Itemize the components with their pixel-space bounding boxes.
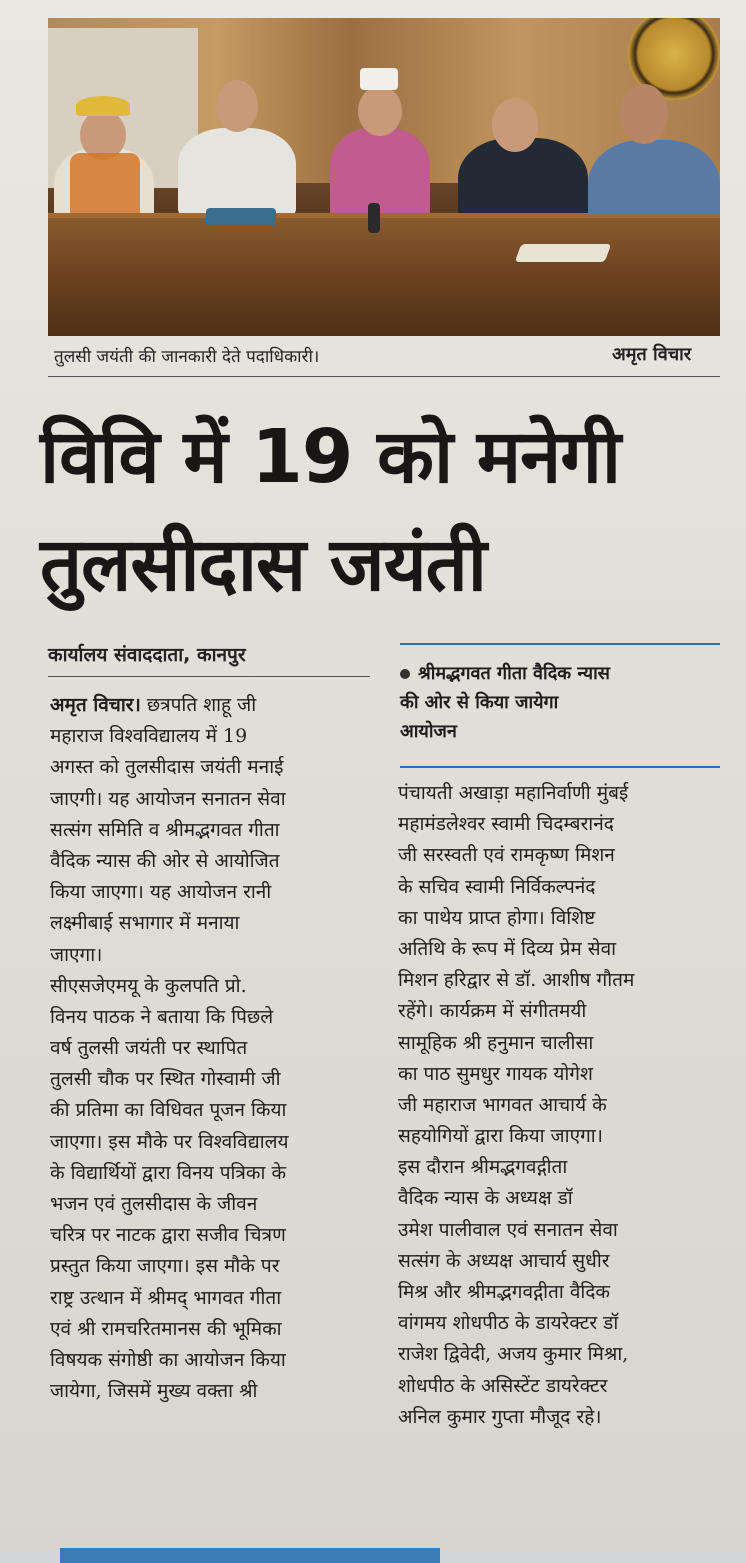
photo-caption: तुलसी जयंती की जानकारी देते पदाधिकारी।: [54, 347, 320, 367]
article-line: मिश्र और श्रीमद्भगवद्गीता वैदिक: [398, 1281, 611, 1303]
name-plate: [206, 208, 276, 226]
subhead-top-rule: [400, 643, 720, 645]
article-lead: अमृत विचार।: [50, 694, 141, 716]
bottom-color-bar: [60, 1548, 440, 1563]
article-line: सहयोगियों द्वारा किया जाएगा।: [398, 1125, 603, 1148]
person-2: [178, 128, 296, 218]
article-line-text: छत्रपति शाहू जी: [140, 694, 257, 716]
microphone-stand: [368, 203, 380, 233]
headline-line-2: तुलसीदास जयंती: [40, 522, 486, 608]
article-line: राजेश द्विवेदी, अजय कुमार मिश्रा,: [398, 1343, 629, 1366]
article-line: किया जाएगा। यह आयोजन रानी: [50, 881, 272, 904]
article-line: वैदिक न्यास की ओर से आयोजित: [50, 849, 280, 872]
article-line: अगस्त को तुलसीदास जयंती मनाई: [50, 756, 284, 779]
article-line: सत्संग समिति व श्रीमद्भगवत गीता: [50, 818, 280, 841]
person-3-cap: [360, 68, 398, 90]
article-line: [50, 690, 374, 721]
article-line: पंचायती अखाड़ा महानिर्वाणी मुंबई: [398, 782, 629, 804]
news-photo: [48, 18, 720, 336]
article-line: जाएगा। इस मौके पर विश्वविद्यालय: [50, 1130, 289, 1153]
article-line: प्रस्तुत किया जाएगा। इस मौके पर: [50, 1255, 280, 1278]
person-2-head: [216, 80, 258, 132]
person-1-turban: [76, 96, 130, 116]
article-line: सीएसजेएमयू के कुलपति प्रो.: [50, 974, 247, 997]
article-line: तुलसी चौक पर स्थित गोस्वामी जी: [50, 1068, 281, 1091]
person-3-head: [358, 86, 402, 136]
article-line: जाएगी। यह आयोजन सनातन सेवा: [50, 787, 286, 810]
article-line: जायेगा, जिसमें मुख्य वक्ता श्री: [50, 1380, 258, 1403]
papers: [515, 244, 612, 262]
person-4-head: [492, 98, 538, 152]
article-line: शोधपीठ के असिस्टेंट डायरेक्टर: [398, 1374, 608, 1397]
article-line: जाएगा।: [50, 943, 103, 966]
article-line: अतिथि के रूप में दिव्य प्रेम सेवा: [398, 937, 617, 960]
article-line: का पाथेय प्राप्त होगा। विशिष्ट: [398, 906, 596, 929]
article-line: जी सरस्वती एवं रामकृष्ण मिशन: [398, 844, 615, 867]
article-line: सामूहिक श्री हनुमान चालीसा: [398, 1031, 594, 1054]
article-line: की प्रतिमा का विधिवत पूजन किया: [50, 1099, 287, 1122]
subhead-line-1: श्रीमद्भगवत गीता वैदिक न्यास: [418, 663, 610, 684]
article-column-left: [50, 690, 374, 1407]
subhead-bottom-rule: [400, 766, 720, 768]
article-line: अनिल कुमार गुप्ता मौजूद रहे।: [398, 1405, 602, 1428]
article-line: रहेंगे। कार्यक्रम में संगीतमयी: [398, 1000, 587, 1023]
article-line: भजन एवं तुलसीदास के जीवन: [50, 1193, 258, 1215]
person-3: [330, 128, 430, 223]
article-line: जी महाराज भागवत आचार्य के: [398, 1093, 607, 1116]
article-line: लक्ष्मीबाई सभागार में मनाया: [50, 912, 240, 935]
bullet-icon: [400, 669, 410, 679]
subhead: [400, 659, 730, 746]
article-line: विनय पाठक ने बताया कि पिछले: [50, 1005, 274, 1028]
subhead-line-3: आयोजन: [400, 721, 457, 742]
subhead-line-2: की ओर से किया जायेगा: [400, 692, 559, 713]
article-line: वैदिक न्यास के अध्यक्ष डॉ: [398, 1187, 573, 1210]
article-column-right: [398, 778, 724, 1433]
article-line: महामंडलेश्वर स्वामी चिदम्बरानंद: [398, 813, 614, 836]
article-line: का पाठ सुमधुर गायक योगेश: [398, 1062, 593, 1085]
person-5-head: [620, 84, 668, 144]
article-line: चरित्र पर नाटक द्वारा सजीव चित्रण: [50, 1224, 286, 1247]
article-line: सत्संग के अध्यक्ष आचार्य सुधीर: [398, 1249, 610, 1272]
article-line: वर्ष तुलसी जयंती पर स्थापित: [50, 1037, 248, 1060]
article-line: के विद्यार्थियों द्वारा विनय पत्रिका के: [50, 1161, 287, 1184]
headline-line-1: विवि में 19 को मनेगी: [40, 414, 621, 500]
article-line: महाराज विश्वविद्यालय में 19: [50, 725, 248, 748]
article-line: इस दौरान श्रीमद्भगवद्गीता: [398, 1156, 568, 1179]
photo-credit: अमृत विचार: [612, 344, 692, 365]
article-line: वांगमय शोधपीठ के डायरेक्टर डॉ: [398, 1312, 619, 1335]
article-line: राष्ट्र उत्थान में श्रीमद् भागवत गीता: [50, 1286, 282, 1309]
byline: कार्यालय संवाददाता, कानपुर: [48, 644, 246, 666]
caption-rule: [48, 376, 720, 377]
article-line: उमेश पालीवाल एवं सनातन सेवा: [398, 1218, 618, 1241]
conference-table: [48, 218, 720, 336]
article-line: के सचिव स्वामी निर्विकल्पनंद: [398, 875, 596, 898]
article-line: विषयक संगोष्ठी का आयोजन किया: [50, 1348, 286, 1371]
article-line: मिशन हरिद्वार से डॉ. आशीष गौतम: [398, 969, 635, 992]
byline-rule: [48, 676, 370, 677]
article-line: एवं श्री रामचरितमानस की भूमिका: [50, 1317, 282, 1340]
